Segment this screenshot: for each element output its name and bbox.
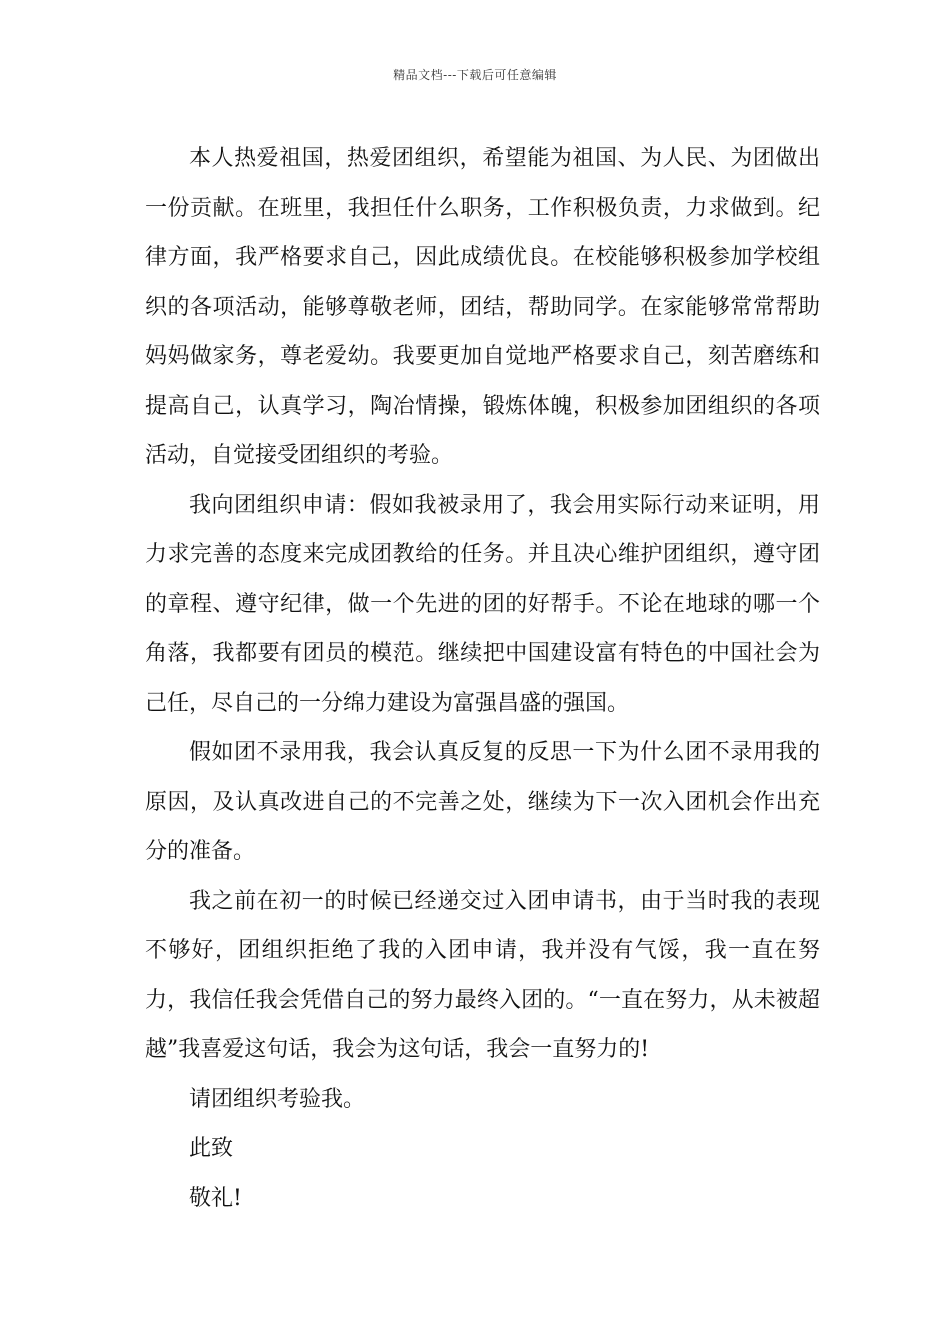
page-header: 精品文档---下载后可任意编辑 [393,68,557,82]
document-body [145,134,820,1223]
closing-regards: 敬礼! [189,1185,242,1211]
closing-salutation: 此致 [189,1136,234,1161]
paragraph-1: 本人热爱祖国，热爱团组织，希望能为祖国、为人民、为团做出一份贡献。在班里，我担任什么职务，工作积极负责，力求做到。纪律方面，我严格要求自己，因此成绩优良。在校能够积极参加学校组织的各项活动，能够尊敬老师，团结，帮助同学。在家能够常常帮助妈妈做家务，尊老爱幼。我要更加自觉地严格要求自己，刻苦磨练和提高自己，认真学习，陶冶情操，锻炼体魄，积极参加团组织的各项活动，自觉接受团组织的考验。 [145,146,820,468]
paragraph-3: 假如团不录用我，我会认真反复的反思一下为什么团不录用我的原因，及认真改进自己的不完善之处，继续为下一次入团机会作出充分的准备。 [145,740,820,864]
paragraph-2: 我向团组织申请：假如我被录用了，我会用实际行动来证明，用力求完善的态度来完成团教给的任务。并且决心维护团组织，遵守团的章程、遵守纪律，做一个先进的团的好帮手。不论在地球的哪一个角落，我都要有团员的模范。继续把中国建设富有特色的中国社会为己任，尽自己的一分绵力建设为富强昌盛的强国。 [145,492,820,716]
closing-request: 请团组织考验我。 [189,1086,366,1112]
paragraph-4: 我之前在初一的时候已经递交过入团申请书，由于当时我的表现不够好，团组织拒绝了我的入团申请，我并没有气馁，我一直在努力，我信任我会凭借自己的努力最终入团的。“一直在努力，从未被超越”我喜爱这句话，我会为这句话，我会一直努力的! [145,888,820,1062]
